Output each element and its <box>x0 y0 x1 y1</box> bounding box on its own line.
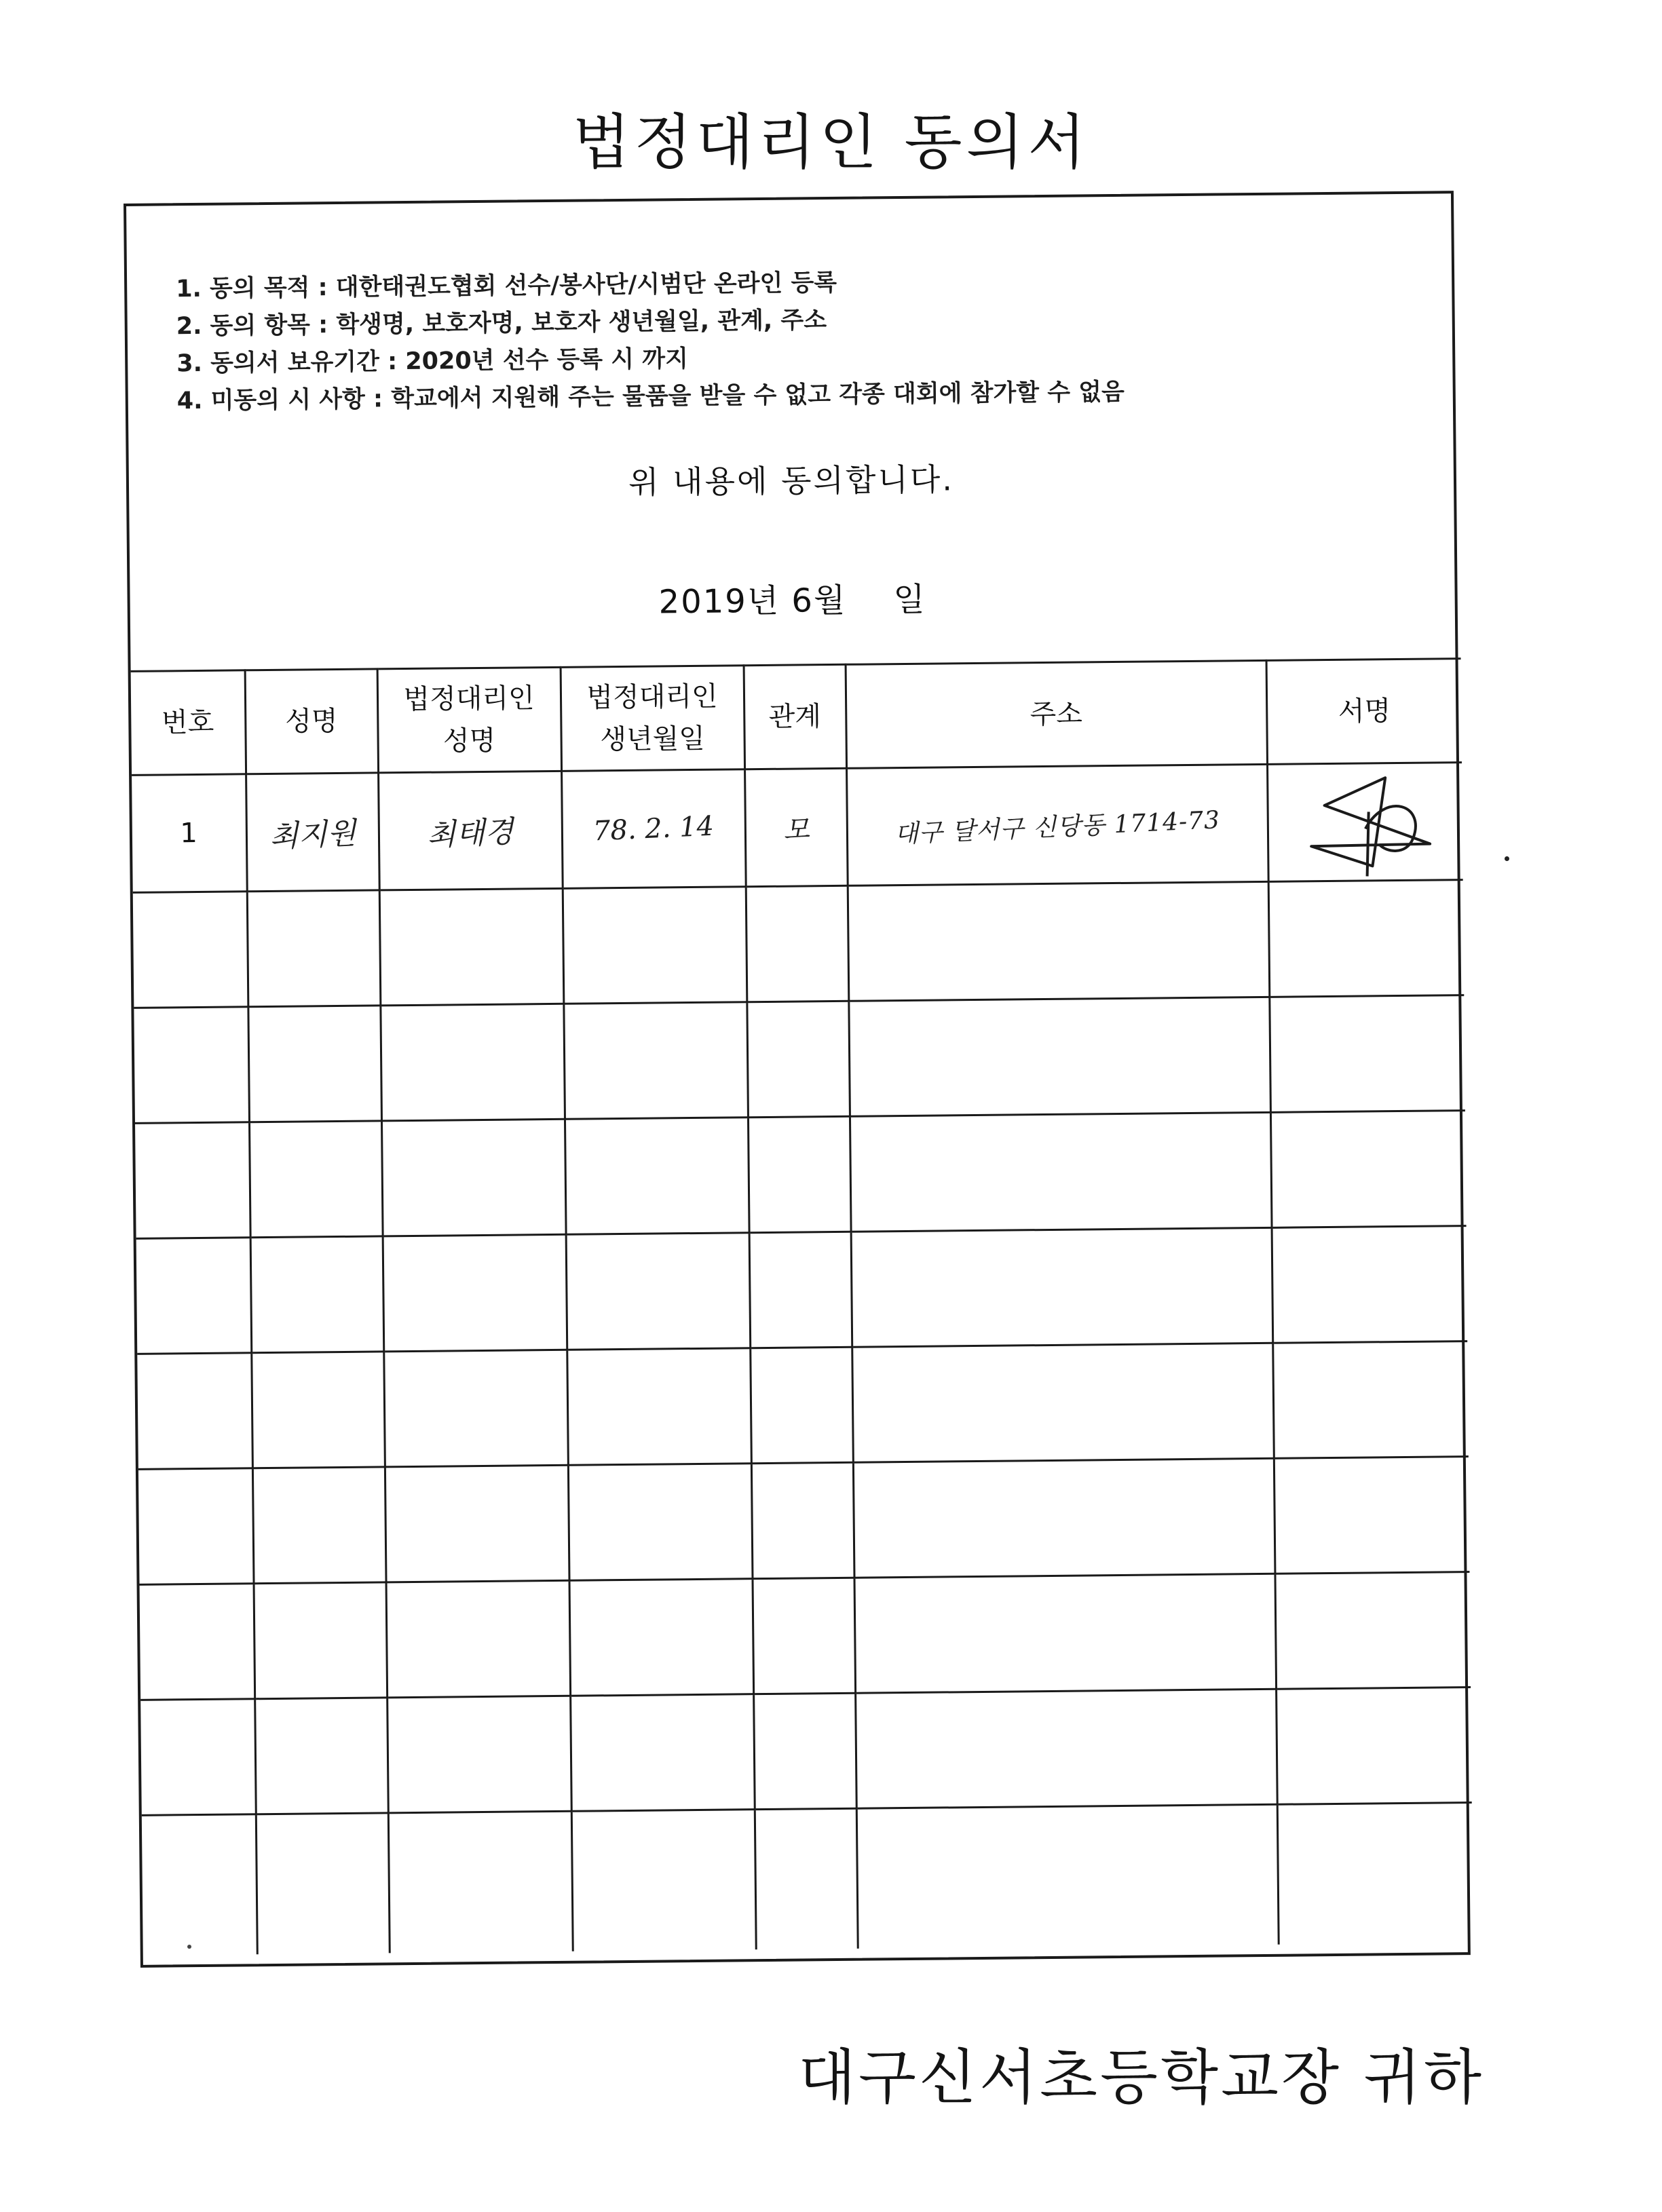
document-title: 법정대리인 동의서 <box>572 107 1090 177</box>
header-signature: 서명 <box>1266 659 1462 765</box>
table-header-row <box>131 659 1462 776</box>
table-row <box>140 1572 1471 1700</box>
row1-address-handwriting: 대구 달서구 신당동 1714-73 <box>894 805 1221 848</box>
header-guardian-name <box>377 667 561 773</box>
consent-item-fields: 2. 동의 항목 : 학생명, 보호자명, 보호자 생년월일, 관계, 주소 <box>176 307 827 341</box>
addressee-line: 대구신서초등학교장 귀하 <box>797 2042 1484 2112</box>
stray-ink-dot <box>1505 856 1509 861</box>
header-student-name: 성명 <box>245 669 378 774</box>
row1-student-name-handwriting: 최지원 <box>268 816 357 855</box>
agreement-statement: 위 내용에 동의합니다. <box>628 461 955 501</box>
table-row <box>140 1687 1472 1816</box>
table-row <box>138 1457 1470 1585</box>
row1-address <box>846 764 1268 885</box>
row1-relation <box>744 768 848 886</box>
header-guardian-birth-line2: 생년월일 <box>600 723 706 756</box>
row1-student-name <box>246 773 379 892</box>
header-guardian-birth <box>561 666 744 771</box>
table-row <box>142 1803 1473 1956</box>
header-number: 번호 <box>131 670 246 776</box>
row1-guardian-birth-handwriting: 78. 2. 14 <box>592 810 715 847</box>
table-row <box>135 1111 1467 1239</box>
stray-ink-dot <box>187 1945 191 1949</box>
header-address: 주소 <box>846 660 1267 768</box>
header-guardian-name-line1: 법정대리인 <box>403 683 535 716</box>
consent-item-retention: 3. 동의서 보유기간 : 2020년 선수 등록 시 까지 <box>176 345 689 378</box>
row1-guardian-name-handwriting: 최태경 <box>426 814 514 853</box>
header-relation: 관계 <box>744 664 846 769</box>
header-guardian-birth-line1: 법정대리인 <box>586 681 718 714</box>
row1-number: 1 <box>132 774 247 893</box>
table-row <box>136 1226 1468 1354</box>
header-guardian-name-line2: 성명 <box>442 725 496 757</box>
table-row <box>134 995 1465 1124</box>
consent-item-purpose: 1. 동의 목적 : 대한태권도협회 선수/봉사단/시범단 온라인 등록 <box>176 269 837 303</box>
table-row <box>132 763 1463 893</box>
guardian-consent-table <box>131 657 1473 1956</box>
consent-form-box <box>124 191 1471 1968</box>
row1-guardian-birth <box>561 769 746 889</box>
row1-signature <box>1267 763 1463 882</box>
consent-items-list <box>176 259 1439 420</box>
consent-date: 2019년 6월 일 <box>658 580 926 622</box>
table-row <box>133 880 1465 1008</box>
table-row <box>137 1341 1469 1470</box>
row1-relation-handwriting: 모 <box>782 814 810 846</box>
consent-item-refusal: 4. 미동의 시 사항 : 학교에서 지원해 주는 물품을 받을 수 없고 각종 대회에 참가할 수 없음 <box>176 378 1125 415</box>
row1-guardian-name <box>378 771 563 890</box>
handwritten-signature <box>1283 763 1448 880</box>
